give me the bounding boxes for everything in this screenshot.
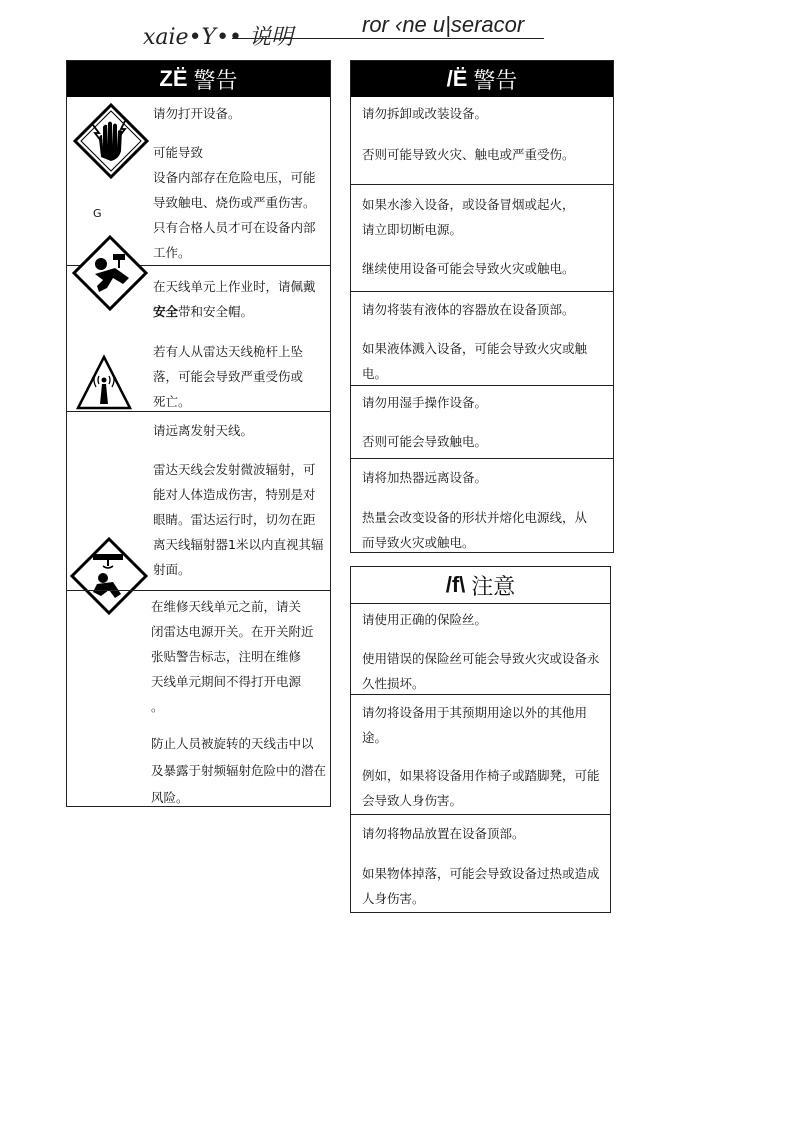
- section-headline: 请勿将装有液体的容器放在设备顶部。: [362, 302, 575, 317]
- caution-box: [350, 566, 611, 913]
- section-text-line: 电。: [362, 366, 388, 381]
- section-text-line: 如果物体掉落，可能会导致设备过热或造成: [362, 866, 600, 881]
- section-text-line: 例如，如果将设备用作椅子或踏脚凳，可能: [362, 768, 600, 783]
- icon-label: G: [93, 207, 102, 220]
- warning-tag: /Ë: [446, 66, 468, 91]
- left-section-antenna-radiation: [67, 411, 330, 590]
- caution-section-fuse: [351, 604, 610, 694]
- warning-title: 警告: [473, 68, 518, 94]
- header-rule: [232, 38, 544, 39]
- caution-section-top-objects: [351, 814, 610, 913]
- section-text-line: 而导致火灾或触电。: [362, 535, 475, 550]
- right-warning-box: [350, 60, 614, 553]
- section-headline: 请勿用湿手操作设备。: [362, 395, 488, 410]
- section-headline: 请勿将物品放置在设备顶部。: [362, 826, 525, 841]
- section-text-line: 如果水渗入设备，或设备冒烟或起火，: [362, 197, 575, 212]
- section-text-line: 若有人从雷达天线桅杆上坠: [153, 344, 304, 359]
- section-headline: 请将加热器远离设备。: [362, 470, 488, 485]
- left-warning-box: [66, 60, 331, 807]
- section-text-line: 在维修天线单元之前，请关: [151, 599, 302, 614]
- warning-title: 警告: [193, 68, 238, 94]
- section-headline: 请远离发射天线。: [153, 423, 254, 438]
- radiation-warning-icon: [75, 354, 133, 412]
- headline-bold: 安全: [153, 304, 179, 319]
- right-section-wet-hands: [351, 385, 613, 458]
- section-text-line: 请勿将设备用于其预期用途以外的其他用: [362, 705, 588, 720]
- section-text-line: 途。: [362, 730, 388, 745]
- left-warning-header: [67, 61, 330, 97]
- section-text-line: 风险。: [151, 790, 189, 805]
- section-text-line: 眼睛。雷达运行时，切勿在距: [153, 512, 316, 527]
- headline-part: 带和安全帽。: [178, 304, 254, 319]
- section-text-line: 继续使用设备可能会导致火灾或触电。: [362, 261, 575, 276]
- falling-person-icon: [71, 234, 149, 312]
- section-text-line: 久性损坏。: [362, 676, 425, 691]
- right-warning-header: [351, 61, 613, 97]
- section-text-line: 能对人体造成伤害，特别是对: [153, 487, 316, 502]
- section-text-line: 如果液体溅入设备，可能会导致火灾或触: [362, 341, 588, 356]
- caution-title: 注意: [471, 574, 516, 600]
- section-headline: [153, 274, 316, 299]
- section-headline: 请勿拆卸或改装设备。: [362, 106, 488, 121]
- section-text-line: 热量会改变设备的形状并熔化电源线，从: [362, 510, 588, 525]
- section-text-line: 射面。: [153, 562, 191, 577]
- section-text-line: 及暴露于射频辐射危险中的潜在: [151, 763, 327, 778]
- caution-tag: /f\: [445, 572, 466, 597]
- section-text-line: 雷达天线会发射微波辐射，可: [153, 462, 316, 477]
- section-text-line: 天线单元期间不得打开电源: [151, 674, 302, 689]
- section-text-line: 请立即切断电源。: [362, 222, 463, 237]
- headline-part: 在天线单元上作业时，请佩戴: [153, 279, 316, 294]
- section-text-line: 否则可能会导致触电。: [362, 434, 488, 449]
- caution-section-intended-use: [351, 694, 610, 814]
- left-section-maintenance: [67, 590, 330, 807]
- section-text-line: 。: [151, 699, 164, 714]
- caution-header: [351, 567, 610, 604]
- right-section-disassemble: [351, 97, 613, 184]
- section-text-line: 闭雷达电源开关。在开关附近: [151, 624, 314, 639]
- section-text-line: 人身伤害。: [362, 891, 425, 906]
- header-left-text: xaie•Y•• 说明: [143, 25, 294, 50]
- section-text-line: 防止人员被旋转的天线击中以: [151, 736, 314, 751]
- header-right-text: ror ‹ne u|seracor: [362, 12, 525, 37]
- section-text-line: 导致触电、烧伤或严重伤害。: [153, 195, 316, 210]
- section-text-line: 离天线辐射器1米以内直视其辐: [153, 537, 324, 552]
- section-text-line: 否则可能导致火灾、触电或严重受伤。: [362, 147, 575, 162]
- right-section-liquid: [351, 291, 613, 385]
- section-text-line: 死亡。: [153, 394, 191, 409]
- section-text-line: 张贴警告标志，注明在维修: [151, 649, 302, 664]
- electric-shock-hand-icon: [73, 103, 149, 179]
- section-text-line: 设备内部存在危险电压，可能: [153, 170, 316, 185]
- section-text-line: 只有合格人员才可在设备内部: [153, 220, 316, 235]
- right-section-heater: [351, 458, 613, 553]
- left-section-safety-belt: [67, 265, 330, 411]
- section-text-line: 工作。: [153, 245, 191, 260]
- section-headline: 请使用正确的保险丝。: [362, 612, 488, 627]
- section-text-line: 会导致人身伤害。: [362, 793, 463, 808]
- warning-tag: ZË: [159, 66, 188, 91]
- section-text-line: 使用错误的保险丝可能会导致火灾或设备永: [362, 651, 600, 666]
- section-text-line: 落，可能会导致严重受伤或: [153, 369, 304, 384]
- right-section-water: [351, 184, 613, 291]
- section-text-line: 可能导致: [153, 145, 204, 160]
- section-headline: 请勿打开设备。: [153, 106, 241, 121]
